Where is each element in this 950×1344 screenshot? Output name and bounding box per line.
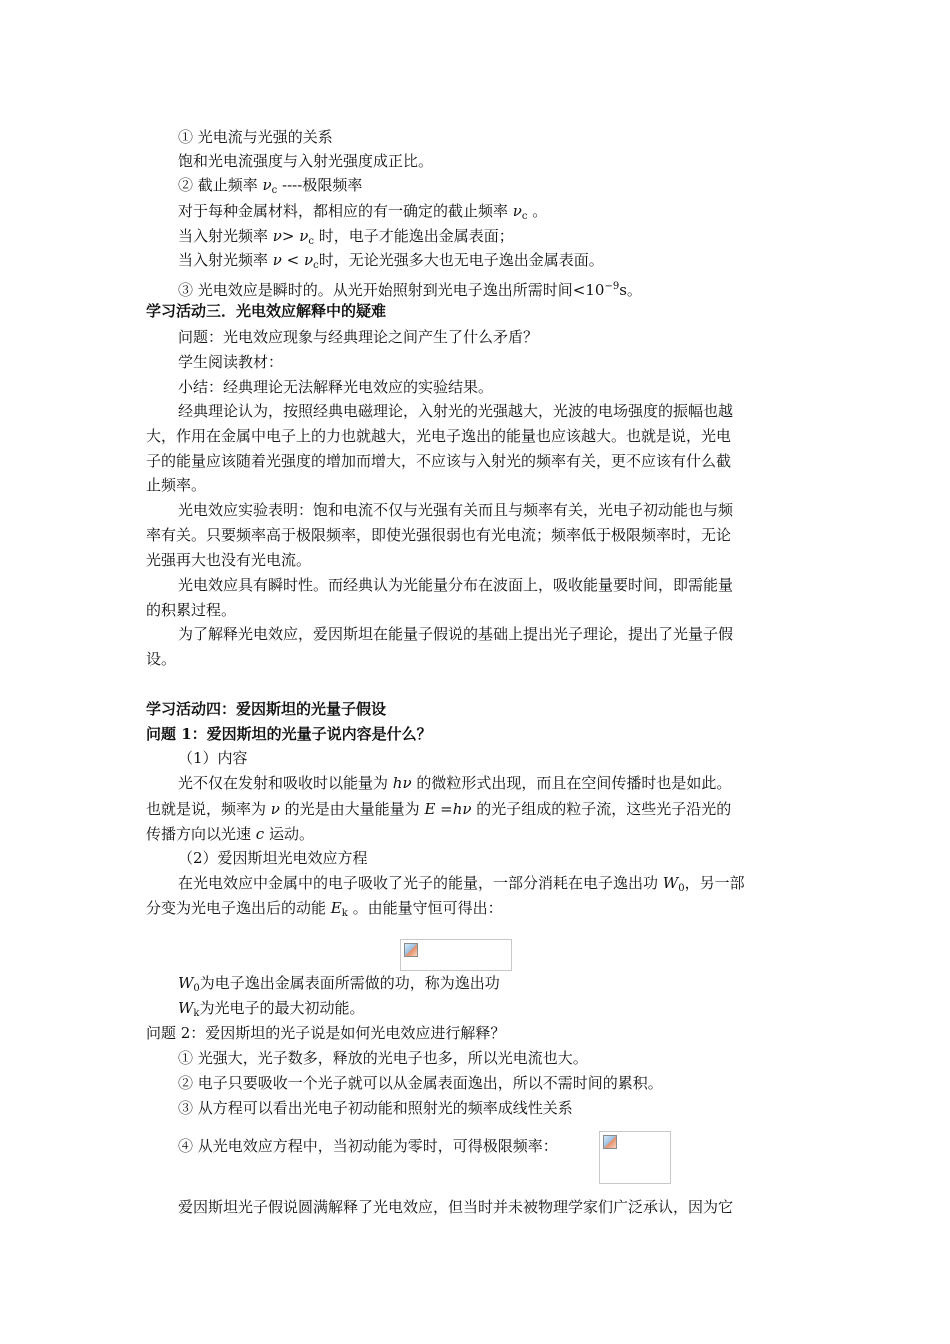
activity-4-heading: 学习活动四：爱因斯坦的光量子假设 <box>146 700 387 718</box>
subheading-content: （1）内容 <box>178 749 248 767</box>
paragraph-line: 止频率。 <box>146 476 207 494</box>
content-line-1: 光不仅在发射和吸收时以能量为 hν 的微粒形式出现，而且在空间传播时也是如此。 <box>178 774 732 792</box>
frequency-below-cutoff: 当入射光频率 $\nu < \nu_c$时，无论光强多大也无电子逸出金属表面。 <box>178 251 604 271</box>
paragraph-line: 的积累过程。 <box>146 601 237 619</box>
paragraph-line: 光电效应具有瞬时性。而经典认为光能量分布在波面上，吸收能量要时间，即需能量 <box>178 576 734 594</box>
equation-image-placeholder <box>400 939 512 971</box>
activity-3-summary: 小结：经典理论无法解释光电效应的实验结果。 <box>178 378 494 396</box>
paragraph-line: 光电效应实验表明：饱和电流不仅与光强有关而且与频率有关，光电子初动能也与频 <box>178 501 734 519</box>
question-2: 问题 2：爱因斯坦的光子说是如何光电效应进行解释？ <box>146 1024 506 1042</box>
question-1: 问题 1：爱因斯坦的光量子说内容是什么？ <box>146 725 432 743</box>
threshold-frequency-image-placeholder <box>599 1131 671 1184</box>
student-reading: 学生阅读教材： <box>178 353 284 371</box>
paragraph-line: 经典理论认为，按照经典电磁理论，入射光的光强越大，光波的电场强度的振幅也越 <box>178 402 734 420</box>
closing-paragraph: 爱因斯坦光子假说圆满解释了光电效应，但当时并未被物理学家们广泛承认，因为它 <box>178 1198 734 1216</box>
answer-1: ① 光强大，光子数多，释放的光电子也多，所以光电流也大。 <box>178 1049 588 1067</box>
paragraph-line: 大，作用在金属中电子上的力也就越大，光电子逸出的能量也应该越大。也就是说，光电 <box>146 427 732 445</box>
activity-3-heading: 学习活动三．光电效应解释中的疑难 <box>146 302 387 320</box>
cutoff-frequency-statement: 对于每种金属材料，都相应的有一确定的截止频率 $\nu_c$ 。 <box>178 202 548 222</box>
equation-line-2: 分变为光电子逸出后的动能 $E_k$ 。由能量守恒可得出： <box>146 899 503 919</box>
work-function-definition: $W_0$为电子逸出金属表面所需做的功，称为逸出功 <box>178 974 500 994</box>
item-photocurrent-intensity: ① 光电流与光强的关系 <box>178 128 333 146</box>
broken-image-icon <box>603 1135 617 1149</box>
activity-3-question: 问题：光电效应现象与经典理论之间产生了什么矛盾？ <box>178 328 539 346</box>
paragraph-line: 率有关。只要频率高于极限频率，即使光强很弱也有光电流；频率低于极限频率时，无论 <box>146 526 732 544</box>
answer-2: ② 电子只要吸收一个光子就可以从金属表面逸出，所以不需时间的累积。 <box>178 1074 663 1092</box>
answer-3: ③ 从方程可以看出光电子初动能和照射光的频率成线性关系 <box>178 1099 573 1117</box>
paragraph-line: 设。 <box>146 650 177 668</box>
saturation-current-statement: 饱和光电流强度与入射光强度成正比。 <box>178 152 434 170</box>
paragraph-line: 为了解释光电效应，爱因斯坦在能量子假说的基础上提出光子理论，提出了光量子假 <box>178 625 734 643</box>
broken-image-icon <box>404 943 418 957</box>
item-instantaneous: ③ 光电效应是瞬时的。从光开始照射到光电子逸出所需时间$<10^{-9}s$。 <box>178 281 642 299</box>
equation-line-1: 在光电效应中金属中的电子吸收了光子的能量，一部分消耗在电子逸出功 $W_0$，另一部 <box>178 874 745 894</box>
paragraph-line: 子的能量应该随着光强度的增加而增大，不应该与入射光的频率有关，更不应该有什么截 <box>146 452 732 470</box>
kinetic-energy-definition: $W_k$为光电子的最大初动能。 <box>178 999 365 1019</box>
frequency-above-cutoff: 当入射光频率 $\nu> \nu_c$ 时，电子才能逸出金属表面； <box>178 227 514 247</box>
answer-4: ④ 从光电效应方程中，当初动能为零时，可得极限频率： <box>178 1137 558 1155</box>
subheading-equation: （2）爱因斯坦光电效应方程 <box>178 849 368 867</box>
content-line-2: 也就是说，频率为 ν 的光是由大量能量为 E =hν 的光子组成的粒子流，这些光子沿光的 <box>146 800 732 818</box>
paragraph-line: 光强再大也没有光电流。 <box>146 551 312 569</box>
item-cutoff-frequency: ② 截止频率 $\nu_c$ ----极限频率 <box>178 176 363 196</box>
content-line-3: 传播方向以光速 c 运动。 <box>146 825 314 843</box>
